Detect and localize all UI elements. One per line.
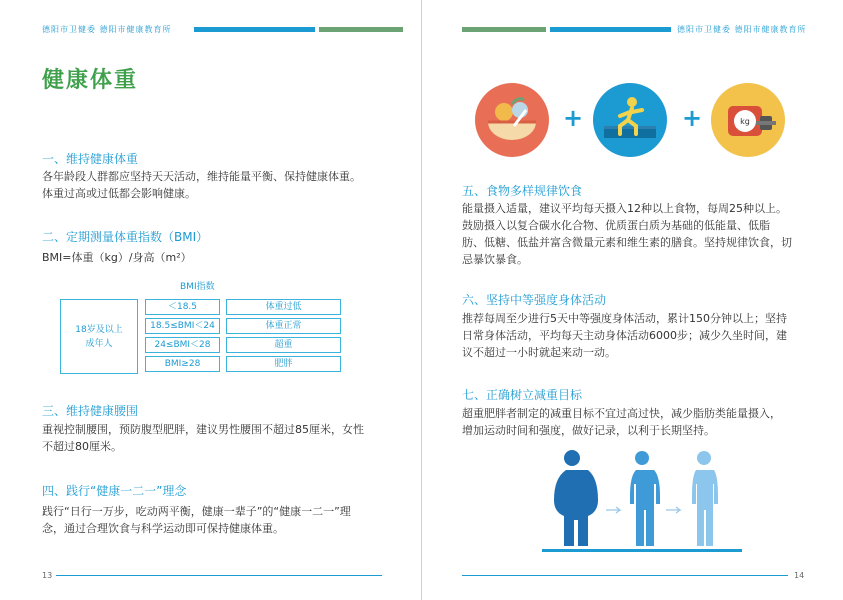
- header-text-left: 德阳市卫健委 德阳市健康教育所: [42, 25, 172, 34]
- bmi-label-cell: 体重过低: [226, 299, 341, 315]
- header-text-right: 德阳市卫健委 德阳市健康教育所: [677, 25, 807, 34]
- medium-figure-icon: [630, 451, 660, 546]
- body-line: 超重肥胖者制定的减重目标不宜过高过快，减少脂肪类能量摄入，: [462, 407, 781, 420]
- body-line: 重视控制腰围，预防腹型肥胖，建议男性腰围不超过85厘米，女性: [42, 423, 364, 436]
- header-bar-green-left: [319, 27, 403, 32]
- header-bar-green-right: [462, 27, 546, 32]
- section-1-heading: 一、维持健康体重: [42, 152, 139, 166]
- bmi-group-line: 18岁及以上: [75, 324, 123, 335]
- food-bowl-icon: [474, 82, 550, 158]
- bmi-formula: BMI=体重（kg）/身高（m²）: [42, 251, 192, 264]
- section-1-body: [42, 168, 387, 202]
- body-line: 践行“日行一万步，吃动两平衡，健康一辈子”的“健康一二一”理: [42, 505, 351, 518]
- bmi-range-cell: ＜18.5: [145, 299, 220, 315]
- footer-line-left: [56, 575, 382, 576]
- weight-loss-illustration-icon: [542, 448, 742, 552]
- plus-icon: +: [682, 104, 703, 132]
- bmi-label-cell: 体重正常: [226, 318, 341, 334]
- section-7-heading: 七、正确树立减重目标: [462, 388, 583, 402]
- bmi-label-cell: 肥胖: [226, 356, 341, 372]
- section-5-heading: 五、食物多样规律饮食: [462, 184, 583, 198]
- body-line: 推荐每周至少进行5天中等强度身体活动，累计150分钟以上；坚持: [462, 312, 787, 325]
- body-line: 忌暴饮暴食。: [462, 253, 528, 266]
- left-page: [0, 0, 421, 600]
- body-line: 能量摄入适量，建议平均每天摄入12种以上食物，每周25种以上。: [462, 202, 787, 215]
- body-line: 念，通过合理饮食与科学运动即可保持健康体重。: [42, 522, 284, 535]
- section-7-body: [462, 405, 807, 439]
- page-number-right: 14: [794, 571, 805, 580]
- section-4-heading: 四、践行“健康一二一”理念: [42, 484, 187, 498]
- section-6-heading: 六、坚持中等强度身体活动: [462, 293, 607, 307]
- section-2-heading: 二、定期测量体重指数（BMI）: [42, 230, 209, 244]
- scale-icon: [710, 82, 786, 158]
- bmi-range-cell: 24≤BMI＜28: [145, 337, 220, 353]
- obese-figure-icon: [554, 450, 598, 546]
- body-line: 各年龄段人群都应坚持天天活动，维持能量平衡、保持健康体重。: [42, 170, 361, 183]
- body-line: 日常身体活动，平均每天主动身体活动6000步；减少久坐时间，建: [462, 329, 787, 342]
- body-line: 体重过高或过低都会影响健康。: [42, 187, 196, 200]
- page-number-left: 13: [42, 571, 53, 580]
- section-4-body: [42, 503, 387, 537]
- section-6-body: [462, 310, 807, 361]
- bmi-group-cell: [60, 299, 138, 374]
- plus-icon: +: [563, 104, 584, 132]
- bmi-range-cell: 18.5≤BMI＜24: [145, 318, 220, 334]
- body-line: 议不超过一小时就起来动一动。: [462, 346, 616, 359]
- bmi-range-cell: BMI≥28: [145, 356, 220, 372]
- slim-figure-icon: [692, 451, 718, 546]
- right-page: [422, 0, 843, 600]
- section-5-body: [462, 200, 807, 268]
- page-title: 健康体重: [42, 68, 139, 93]
- footer-line-right: [462, 575, 788, 576]
- body-line: 不超过80厘米。: [42, 440, 122, 453]
- header-bar-blue-left: [194, 27, 315, 32]
- body-line: 肪、低糖、低盐并富含微量元素和维生素的膳食。坚持规律饮食，切: [462, 236, 792, 249]
- section-3-heading: 三、维持健康腰围: [42, 404, 139, 418]
- header-bar-blue-right: [550, 27, 671, 32]
- exercise-icon: [592, 82, 668, 158]
- body-line: 鼓励摄入以复合碳水化合物、优质蛋白质为基础的低能量、低脂: [462, 219, 770, 232]
- bmi-table-title: BMI指数: [180, 282, 215, 292]
- bmi-group-line: 成年人: [85, 338, 113, 349]
- scale-label: kg: [740, 117, 750, 126]
- section-3-body: [42, 421, 387, 455]
- bmi-label-cell: 超重: [226, 337, 341, 353]
- body-line: 增加运动时间和强度，做好记录，以利于长期坚持。: [462, 424, 715, 437]
